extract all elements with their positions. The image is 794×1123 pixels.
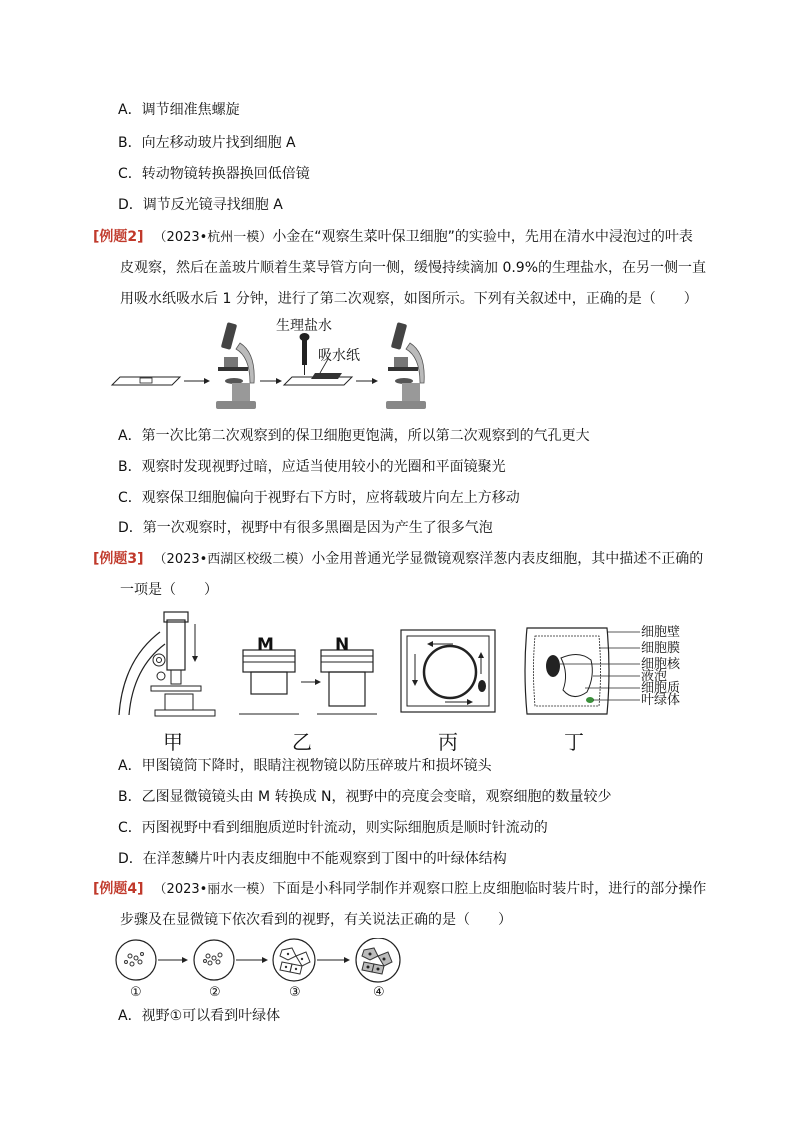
- view-1: [116, 940, 156, 980]
- objective-m: [239, 650, 299, 714]
- q3-option-b: B．乙图显微镜镜头由 M 转换成 N，视野中的亮度会变暗，观察细胞的数量较少: [118, 789, 612, 805]
- label-yi: 乙: [292, 730, 312, 754]
- q1-option-d: D．调节反光镜寻找细胞 A: [118, 197, 283, 213]
- q2-label: [例题2]: [93, 229, 144, 245]
- q3-option-d: D．在洋葱鳞片叶内表皮细胞中不能观察到丁图中的叶绿体结构: [118, 851, 507, 867]
- q3-figure: [115, 610, 715, 720]
- plant-cell-ding: [525, 628, 640, 714]
- microscope-icon: [386, 322, 426, 409]
- microscope-jia: [119, 612, 215, 716]
- q2-option-d: D．第一次观察时，视野中有很多黑圈是因为产生了很多气泡: [118, 520, 493, 536]
- cell-bing: [401, 630, 495, 712]
- microscope-icon: [216, 322, 256, 409]
- label-nucleus: 细胞核: [641, 657, 681, 672]
- q2-stem-line-1: [93, 227, 693, 248]
- label-cytoplasm: 细胞质: [641, 681, 681, 696]
- q3-stem-line-2: 一项是（ ）: [120, 582, 218, 598]
- label-bing: 丙: [438, 730, 458, 754]
- q2-option-c: C．观察保卫细胞偏向于视野右下方时，应将载玻片向左上方移动: [118, 490, 520, 506]
- label-view-4: ④: [373, 985, 385, 1000]
- objective-n: [317, 650, 377, 714]
- q3-source: （2023•西湖区校级二模）: [153, 552, 312, 567]
- label-ding: 丁: [564, 730, 584, 754]
- label-saline: 生理盐水: [276, 318, 332, 334]
- q1-option-c: C．转动物镜转换器换回低倍镜: [118, 166, 310, 182]
- q2-source: （2023•杭州一模）: [153, 230, 273, 245]
- view-2: [194, 940, 234, 980]
- q2-option-a: A．第一次比第二次观察到的保卫细胞更饱满，所以第二次观察到的气孔更大: [118, 428, 590, 444]
- q2-option-b: B．观察时发现视野过暗，应适当使用较小的光圈和平面镜聚光: [118, 459, 506, 475]
- view-4: [356, 938, 400, 982]
- q2-figure: [110, 315, 440, 415]
- q4-figure: [112, 938, 412, 986]
- q4-stem-line-1: [93, 879, 706, 900]
- label-view-3: ③: [289, 985, 301, 1000]
- q2-stem-line-3: 用吸水纸吸水后 1 分钟，进行了第二次观察，如图所示。下列有关叙述中，正确的是（ ）: [120, 291, 698, 307]
- q3-label: [例题3]: [93, 551, 144, 567]
- label-vacuole: 液泡: [641, 669, 668, 684]
- q3-option-a: A．甲图镜筒下降时，眼睛注视物镜以防压碎玻片和损坏镜头: [118, 758, 492, 774]
- q4-stem-line-2: 步骤及在显微镜下依次看到的视野，有关说法正确的是（ ）: [120, 912, 512, 928]
- q4-source: （2023•丽水一模）: [153, 882, 273, 897]
- label-view-1: ①: [130, 985, 142, 1000]
- q1-option-a: A．调节细准焦螺旋: [118, 102, 240, 118]
- label-blotting-paper: 吸水纸: [318, 348, 360, 364]
- label-m: M: [257, 635, 274, 655]
- label-chloroplast: 叶绿体: [641, 693, 681, 708]
- label-view-2: ②: [209, 985, 221, 1000]
- label-cell-wall: 细胞壁: [641, 625, 681, 640]
- q1-option-b: B．向左移动玻片找到细胞 A: [118, 135, 296, 151]
- q4-label: [例题4]: [93, 881, 144, 897]
- q4-option-a: A．视野①可以看到叶绿体: [118, 1008, 281, 1024]
- q2-stem-line-2: 皮观察，然后在盖玻片顺着生菜导管方向一侧，缓慢持续滴加 0.9%的生理盐水，在另一侧一直: [120, 260, 707, 276]
- label-n: N: [335, 635, 350, 655]
- q2-stem-text-1: 小金在“观察生菜叶保卫细胞”的实验中，先用在清水中浸泡过的叶表: [272, 229, 693, 245]
- label-cell-membrane: 细胞膜: [641, 641, 681, 656]
- q4-stem-text-1: 下面是小科同学制作并观察口腔上皮细胞临时装片时，进行的部分操作: [272, 881, 707, 897]
- q3-stem-text-1: 小金用普通光学显微镜观察洋葱内表皮细胞，其中描述不正确的: [311, 551, 704, 567]
- slide-icon: [112, 377, 180, 385]
- q3-stem-line-1: [93, 549, 703, 570]
- q3-option-c: C．丙图视野中看到细胞质逆时针流动，则实际细胞质是顺时针流动的: [118, 820, 548, 836]
- label-jia: 甲: [163, 730, 183, 754]
- view-3: [273, 939, 315, 981]
